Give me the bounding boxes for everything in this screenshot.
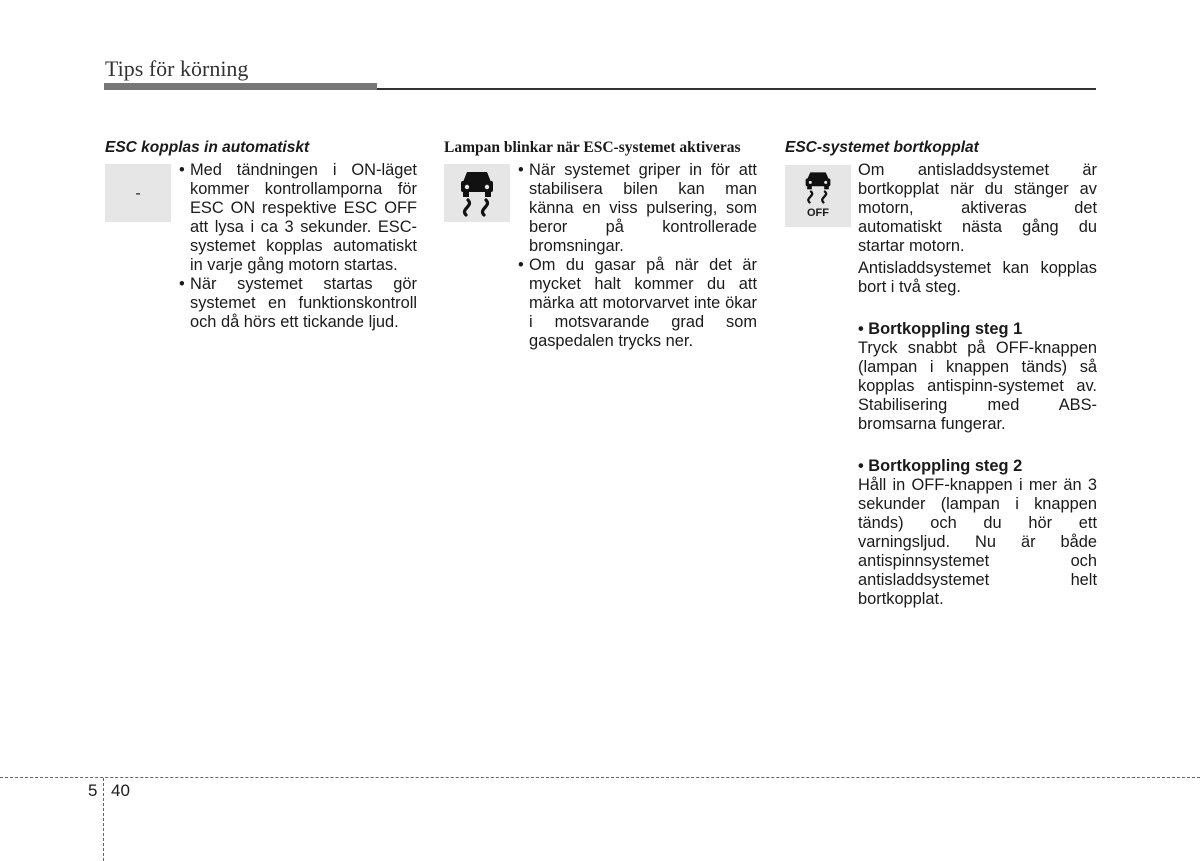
column-esc-auto xyxy=(105,138,417,332)
footer-divider xyxy=(103,778,104,861)
header-rule-thin xyxy=(377,88,1096,90)
esc-skid-icon xyxy=(456,168,498,218)
list-item: • När systemet startas gör systemet en funktionskontroll och då hörs ett tickande ljud. xyxy=(179,275,417,331)
esc-off-indicator-box xyxy=(785,165,851,227)
section-heading: Lampan blinkar när ESC-systemet aktiveras xyxy=(444,139,741,156)
paragraph: Om antisladdsystemet är bortkopplat när du stänger av motorn, aktiveras det automatiskt nästa gång du startar motorn. xyxy=(858,161,1097,255)
list-item: • När systemet griper in för att stabilisera bilen kan man känna en viss pulsering, som beror på kontrollerade bromsningar. xyxy=(518,161,757,255)
paragraph: Antisladdsystemet kan kopplas bort i två steg. xyxy=(858,259,1097,296)
list-item: • Med tändningen i ON-läget kommer kontrollamporna för ESC ON respektive ESC OFF att lysa i ca 3 sekunder. ESC-systemet kopplas automatiskt in varje gång motorn startas. xyxy=(179,161,417,274)
subheading-step-1: • Bortkoppling steg 1 xyxy=(858,320,1023,338)
column-lamp-blinks xyxy=(444,138,757,351)
off-label: OFF xyxy=(807,206,829,219)
page-number: 40 xyxy=(111,781,130,800)
section-heading: ESC kopplas in automatiskt xyxy=(105,139,310,156)
paragraph: Håll in OFF-knappen i mer än 3 sekunder (lampan i knappen tänds) och du hör ett varningsljud. Nu är både antispinnsystemet och antisladdsystemet helt bortkopplat. xyxy=(858,476,1097,608)
esc-off-icon xyxy=(801,170,835,204)
indicator-placeholder-box xyxy=(105,164,171,222)
esc-indicator-box xyxy=(444,164,510,222)
dash-icon: - xyxy=(135,184,141,202)
chapter-number: 5 xyxy=(88,781,98,800)
footer-rule xyxy=(0,777,1200,778)
subheading-step-2: • Bortkoppling steg 2 xyxy=(858,457,1023,475)
paragraph: Tryck snabbt på OFF-knappen (lampan i knappen tänds) så kopplas antispinn-systemet av. Stabilisering med ABS-bromsarna fungerar. xyxy=(858,339,1097,433)
list-item: • Om du gasar på när det är mycket halt kommer du att märka att motorvarvet inte ökar i motsvarande grad som gaspedalen trycks ner. xyxy=(518,256,757,350)
column-esc-off xyxy=(785,138,1097,609)
page-header-title: Tips för körning xyxy=(105,56,249,81)
section-heading: ESC-systemet bortkopplat xyxy=(785,139,979,156)
header-rule-thick xyxy=(104,83,377,90)
